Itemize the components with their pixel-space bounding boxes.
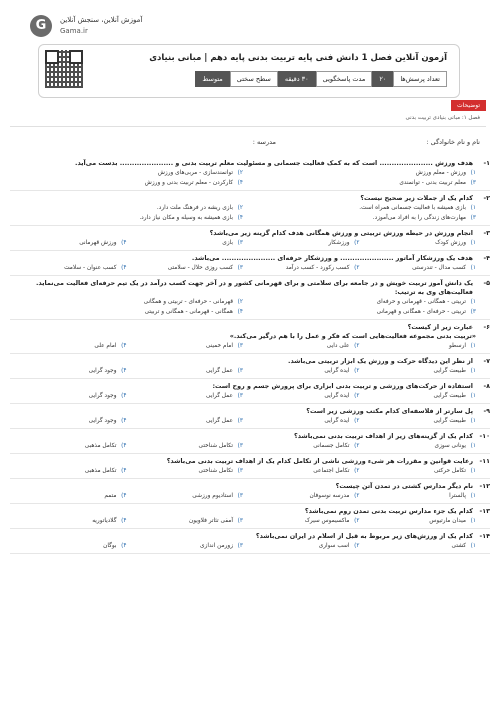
option-number: ۴) <box>121 468 127 474</box>
option-number: ۳) <box>237 368 243 374</box>
answer-option[interactable] <box>127 491 244 501</box>
option-text: ایده گرایی <box>324 393 350 399</box>
option-text: تکامل شناختی <box>198 443 233 449</box>
answer-option[interactable] <box>243 491 360 501</box>
question-stem <box>10 229 490 238</box>
option-text: تکامل مذهبی <box>84 443 117 449</box>
option-number: ۴) <box>121 493 127 499</box>
question-stem <box>10 357 490 366</box>
option-number: ۲) <box>354 368 360 374</box>
answer-option[interactable] <box>127 263 244 273</box>
answer-option[interactable] <box>127 516 244 526</box>
answer-option[interactable] <box>360 263 477 273</box>
option-list <box>10 491 490 501</box>
option-number: ۴) <box>237 180 243 186</box>
option-number: ۳) <box>237 468 243 474</box>
option-list <box>10 441 490 451</box>
option-number: ۱) <box>470 170 476 176</box>
option-list <box>10 366 490 376</box>
option-text: میدان مارتیوس <box>429 518 466 524</box>
option-text: طبیعت گرایی <box>433 418 466 424</box>
option-text: ایده گرایی <box>324 368 350 374</box>
question-number: ۹- <box>483 407 490 415</box>
option-number: ۳) <box>237 518 243 524</box>
option-number: ۲) <box>354 393 360 399</box>
answer-option[interactable] <box>10 416 127 426</box>
question-stem <box>10 382 490 391</box>
question-text: از نظر این دیدگاه حرکت و ورزش یک ابزار تربیتی می‌باشد. <box>288 357 473 365</box>
option-text: بازی همیشه با فعالیت جسمانی همراه است. <box>359 205 466 211</box>
answer-option[interactable] <box>127 366 244 376</box>
option-number: ۴) <box>121 518 127 524</box>
duration-value: ۳۰ دقیقه <box>278 71 316 87</box>
school-field[interactable]: مدرسه : <box>252 138 276 146</box>
option-number: ۴) <box>121 443 127 449</box>
option-text: ایده گرایی <box>324 418 350 424</box>
option-text: کسب روزی حلال - سلامتی <box>167 265 233 271</box>
option-text: استادیوم ورزشی <box>192 493 233 499</box>
answer-option[interactable] <box>127 341 244 351</box>
option-text: تکامل شناختی <box>198 468 233 474</box>
student-info <box>10 136 486 150</box>
topic-section <box>10 100 486 127</box>
question-number: ۱- <box>483 159 490 167</box>
question-text: عبارت زیر از کیست؟ <box>407 323 473 331</box>
option-list <box>10 416 490 426</box>
question-number: ۳- <box>483 229 490 237</box>
option-list <box>10 466 490 476</box>
question-text: کدام یک جزء مدارس تربیت بدنی تمدن روم نمی‌باشد؟ <box>304 507 473 515</box>
answer-option[interactable] <box>10 238 127 248</box>
question-item <box>10 191 490 226</box>
option-number: ۱) <box>470 368 476 374</box>
answer-option[interactable] <box>243 203 476 213</box>
answer-option[interactable] <box>360 491 477 501</box>
option-text: ورزش کودک <box>435 240 466 246</box>
question-item <box>10 251 490 276</box>
option-text: امام علی <box>94 343 117 349</box>
option-number: ۴) <box>121 240 127 246</box>
question-text: استفاده از حرکت‌های ورزشی و تربیت بدنی ابزاری برای پرورش جسم و روح است: <box>212 382 473 390</box>
option-text: اسب سواری <box>318 543 350 549</box>
question-item <box>10 429 490 454</box>
question-text: هدف یک ورزشکار آماتور ...................... و ورزشکار حرفه‌ای ...................... می‌باشد. <box>191 254 473 262</box>
option-number: ۴) <box>121 343 127 349</box>
question-text: انجام ورزش در حیطه ورزش تربیتی و ورزش همگانی هدف کدام گزینه زیر می‌باشد؟ <box>209 229 473 237</box>
option-text: بازی <box>222 240 233 246</box>
answer-option[interactable] <box>10 341 127 351</box>
option-number: ۴) <box>121 418 127 424</box>
question-item <box>10 404 490 429</box>
question-stem <box>10 482 490 491</box>
option-text: علی دایی <box>326 343 350 349</box>
answer-option[interactable] <box>360 466 477 476</box>
question-text: رعایت قوانین و مقررات هر شیء ورزشی ناشی از تکامل کدام یک از اهداف تربیت بدنی می‌باشد؟ <box>166 457 473 465</box>
answer-option[interactable] <box>243 213 476 223</box>
brand-site[interactable]: Gama.ir <box>60 27 88 35</box>
answer-option[interactable] <box>10 263 127 273</box>
question-quote: «تربیت بدنی مجموعه فعالیت‌هایی است که فکر و عمل را با هم درگیر می‌کند.» <box>229 332 476 340</box>
option-number: ۳) <box>470 215 476 221</box>
answer-option[interactable] <box>360 341 477 351</box>
answer-option[interactable] <box>360 541 477 551</box>
answer-option[interactable] <box>243 416 360 426</box>
option-text: همگانی - قهرمانی - همگانی و تربیتی <box>144 309 233 315</box>
answer-option[interactable] <box>127 238 244 248</box>
question-item <box>10 276 490 320</box>
option-list <box>10 238 490 248</box>
option-number: ۲) <box>354 543 360 549</box>
question-item <box>10 454 490 479</box>
option-number: ۳) <box>237 393 243 399</box>
option-list <box>10 391 490 401</box>
option-text: زورمن اندازی <box>200 543 233 549</box>
question-item <box>10 354 490 379</box>
question-item <box>10 379 490 404</box>
question-item <box>10 479 490 504</box>
question-text: پل سارتر از فلاسفه‌ای کدام مکتب ورزشی زیر است؟ <box>306 407 473 415</box>
answer-option[interactable] <box>10 541 127 551</box>
option-number: ۲) <box>354 240 360 246</box>
question-item <box>10 320 490 354</box>
option-text: کسب رکورد - کسب درآمد <box>285 265 350 271</box>
option-number: ۴) <box>237 215 243 221</box>
question-number: ۱۴- <box>479 532 490 540</box>
option-text: گلادیاتوریه <box>92 518 117 524</box>
option-number: ۱) <box>470 299 476 305</box>
option-text: مدرسه نوسوفان <box>309 493 350 499</box>
option-number: ۲) <box>237 205 243 211</box>
question-stem <box>10 279 490 297</box>
option-number: ۴) <box>237 309 243 315</box>
answer-option[interactable] <box>243 391 360 401</box>
question-number: ۱۳- <box>479 507 490 515</box>
option-list <box>10 541 490 551</box>
qr-code-icon <box>45 50 83 88</box>
gama-logo-icon: G <box>30 15 52 37</box>
answer-option[interactable] <box>10 366 127 376</box>
question-stem <box>10 457 490 466</box>
answer-option[interactable] <box>243 516 360 526</box>
answer-option[interactable] <box>243 541 360 551</box>
answer-option[interactable] <box>243 297 476 307</box>
option-number: ۳) <box>237 265 243 271</box>
answer-option[interactable] <box>360 238 477 248</box>
question-text: یک دانش آموز تربیت خویش و در جامعه برای سلامتی و برای قهرمانی کشور و در آخر جهت کسب درآمد در یک تیم حرفه‌ای فعالیت می‌نماید. فعالیت‌های وی به ترتیب: <box>35 279 473 296</box>
answer-option[interactable] <box>243 366 360 376</box>
option-text: کسب مدال - تندرستی <box>412 265 466 271</box>
option-number: ۲) <box>354 265 360 271</box>
answer-option[interactable] <box>10 491 127 501</box>
option-text: تکامل جسمانی <box>313 443 350 449</box>
question-number: ۱۱- <box>479 457 490 465</box>
option-text: کشتی <box>451 543 466 549</box>
student-name-field[interactable]: نام و نام خانوادگی : <box>426 138 480 146</box>
answer-option[interactable] <box>10 168 243 178</box>
option-text: مهارت‌های زندگی را به افراد می‌آموزد. <box>372 215 466 221</box>
question-list <box>10 156 490 554</box>
option-number: ۲) <box>354 493 360 499</box>
option-number: ۲) <box>354 418 360 424</box>
option-text: تکامل اجتماعی <box>313 468 350 474</box>
answer-option[interactable] <box>360 416 477 426</box>
option-text: معلم تربیت بدنی - توانمندی <box>399 180 466 186</box>
answer-option[interactable] <box>10 203 243 213</box>
answer-option[interactable] <box>10 466 127 476</box>
option-number: ۳) <box>237 343 243 349</box>
answer-option[interactable] <box>127 541 244 551</box>
option-number: ۲) <box>237 170 243 176</box>
question-number: ۱۰- <box>479 432 490 440</box>
option-text: قهرمانی - حرفه‌ای - تربیتی و همگانی <box>143 299 233 305</box>
answer-option[interactable] <box>243 168 476 178</box>
option-text: طبیعت گرایی <box>433 393 466 399</box>
answer-option[interactable] <box>243 263 360 273</box>
option-text: ورزشکار <box>328 240 350 246</box>
question-text: کدام یک از جملات زیر صحیح نیست؟ <box>360 194 473 202</box>
option-text: کارکردن - معلم تربیت بدنی و ورزش <box>144 180 233 186</box>
answer-option[interactable] <box>10 391 127 401</box>
option-number: ۳) <box>237 493 243 499</box>
option-text: وجود گرایی <box>88 418 117 424</box>
question-number: ۸- <box>483 382 490 390</box>
option-text: عمل گرایی <box>205 418 233 424</box>
option-text: ارسطو <box>448 343 466 349</box>
brand-name: آموزش آنلاین، سنجش آنلاین <box>60 16 143 24</box>
option-text: عمل گرایی <box>205 368 233 374</box>
question-item <box>10 156 490 191</box>
question-stem <box>10 323 490 332</box>
question-number: ۱۲- <box>479 482 490 490</box>
answer-option[interactable] <box>127 441 244 451</box>
option-text: پالسترا <box>449 493 466 499</box>
answer-option[interactable] <box>10 213 243 223</box>
option-number: ۳) <box>470 180 476 186</box>
answer-option[interactable] <box>243 307 476 317</box>
option-text: طبیعت گرایی <box>433 368 466 374</box>
exam-header <box>38 44 460 98</box>
answer-option[interactable] <box>360 441 477 451</box>
option-text: وجود گرایی <box>88 393 117 399</box>
option-list <box>10 341 490 351</box>
question-number: ۵- <box>483 279 490 287</box>
questions-count-label: تعداد پرسش‌ها <box>393 71 447 87</box>
option-text: ورزش قهرمانی <box>79 240 117 246</box>
option-number: ۳) <box>237 240 243 246</box>
option-list <box>10 263 490 273</box>
answer-option[interactable] <box>243 441 360 451</box>
option-text: بوگان <box>103 543 117 549</box>
question-stem <box>10 532 490 541</box>
question-stem <box>10 432 490 441</box>
duration-label: مدت پاسخگویی <box>316 71 373 87</box>
answer-option[interactable] <box>10 516 127 526</box>
option-list <box>10 203 490 223</box>
option-number: ۱) <box>470 265 476 271</box>
option-text: تربیتی - حرفه‌ای - همگانی و قهرمانی <box>376 309 466 315</box>
answer-option[interactable] <box>243 341 360 351</box>
answer-option[interactable] <box>360 366 477 376</box>
option-number: ۱) <box>470 205 476 211</box>
answer-option[interactable] <box>127 416 244 426</box>
answer-option[interactable] <box>360 516 477 526</box>
option-number: ۴) <box>121 265 127 271</box>
option-text: وجود گرایی <box>88 368 117 374</box>
topic-text: فصل ۱: مبانی بنیادی تربیت بدنی <box>405 115 480 121</box>
option-number: ۳) <box>237 443 243 449</box>
option-number: ۱) <box>470 468 476 474</box>
option-number: ۲) <box>354 343 360 349</box>
answer-option[interactable] <box>10 297 243 307</box>
option-text: عمل گرایی <box>205 393 233 399</box>
option-text: تکامل حرکتی <box>433 468 466 474</box>
answer-option[interactable] <box>10 178 243 188</box>
option-number: ۳) <box>470 309 476 315</box>
option-text: تربیتی - همگانی - قهرمانی و حرفه‌ای <box>376 299 466 305</box>
question-item <box>10 529 490 554</box>
difficulty-value: متوسط <box>195 71 229 87</box>
answer-option[interactable] <box>10 307 243 317</box>
topic-badge: توضیحات <box>451 100 486 111</box>
option-text: ورزش - معلم ورزش <box>415 170 466 176</box>
option-text: بازی همیشه به وسیله و مکان نیاز دارد. <box>139 215 233 221</box>
option-number: ۱) <box>470 240 476 246</box>
option-text: تکامل مذهبی <box>84 468 117 474</box>
question-number: ۴- <box>483 254 490 262</box>
option-number: ۱) <box>470 393 476 399</box>
option-text: امام خمینی <box>205 343 233 349</box>
question-item <box>10 226 490 251</box>
option-number: ۴) <box>121 368 127 374</box>
question-number: ۶- <box>483 323 490 331</box>
option-number: ۴) <box>121 393 127 399</box>
option-text: کسب عنوان - سلامت <box>64 265 117 271</box>
answer-option[interactable] <box>243 466 360 476</box>
option-number: ۱) <box>470 543 476 549</box>
question-stem <box>10 194 490 203</box>
question-stem <box>10 507 490 516</box>
option-number: ۱) <box>470 518 476 524</box>
question-text: کدام یک از گزینه‌های زیر از اهداف تربیت بدنی نمی‌باشد؟ <box>294 432 473 440</box>
brand <box>30 14 190 44</box>
option-list <box>10 168 490 188</box>
option-number: ۴) <box>121 543 127 549</box>
option-text: آمفی تئاتر فلاویون <box>188 518 233 524</box>
question-stem <box>10 254 490 263</box>
option-number: ۲) <box>354 518 360 524</box>
exam-meta <box>195 71 447 87</box>
option-number: ۱) <box>470 493 476 499</box>
question-text: کدام یک از ورزش‌های زیر مربوط به قبل از اسلام در ایران نمی‌باشد؟ <box>255 532 473 540</box>
option-number: ۲) <box>354 443 360 449</box>
difficulty-label: سطح سختی <box>230 71 278 87</box>
option-text: ماکسیموس سیرک <box>304 518 350 524</box>
answer-option[interactable] <box>360 391 477 401</box>
option-number: ۱) <box>470 443 476 449</box>
option-text: یونانی سوزی <box>434 443 466 449</box>
option-list <box>10 516 490 526</box>
question-item <box>10 504 490 529</box>
option-list <box>10 297 490 317</box>
option-number: ۲) <box>354 468 360 474</box>
option-number: ۳) <box>237 543 243 549</box>
question-text: نام دیگر مدارس کشتی در تمدن آتن چیست؟ <box>335 482 473 490</box>
questions-count-value: ۲۰ <box>372 71 393 87</box>
exam-title: آزمون آنلاین فصل 1 دانش فنی پایه تربیت بدنی پایه دهم | مبانی بنیادی <box>149 53 447 63</box>
question-text: هدف ورزش ...................... است که به کمک فعالیت جسمانی و مسئولیت معلم تربیت بدنی و ...................... بدست می‌آید. <box>75 159 473 167</box>
question-stem <box>10 159 490 168</box>
answer-option[interactable] <box>10 441 127 451</box>
option-text: بازی ریشه در فرهنگ ملت دارد. <box>156 205 233 211</box>
option-text: توانمندسازی - مربی‌های ورزش <box>157 170 233 176</box>
question-stem <box>10 407 490 416</box>
option-number: ۳) <box>237 418 243 424</box>
option-text: متمم <box>104 493 117 499</box>
question-number: ۷- <box>483 357 490 365</box>
answer-option[interactable] <box>243 238 360 248</box>
answer-option[interactable] <box>243 178 476 188</box>
option-number: ۱) <box>470 343 476 349</box>
answer-option[interactable] <box>127 466 244 476</box>
answer-option[interactable] <box>127 391 244 401</box>
option-number: ۱) <box>470 418 476 424</box>
question-number: ۲- <box>483 194 490 202</box>
option-number: ۲) <box>237 299 243 305</box>
